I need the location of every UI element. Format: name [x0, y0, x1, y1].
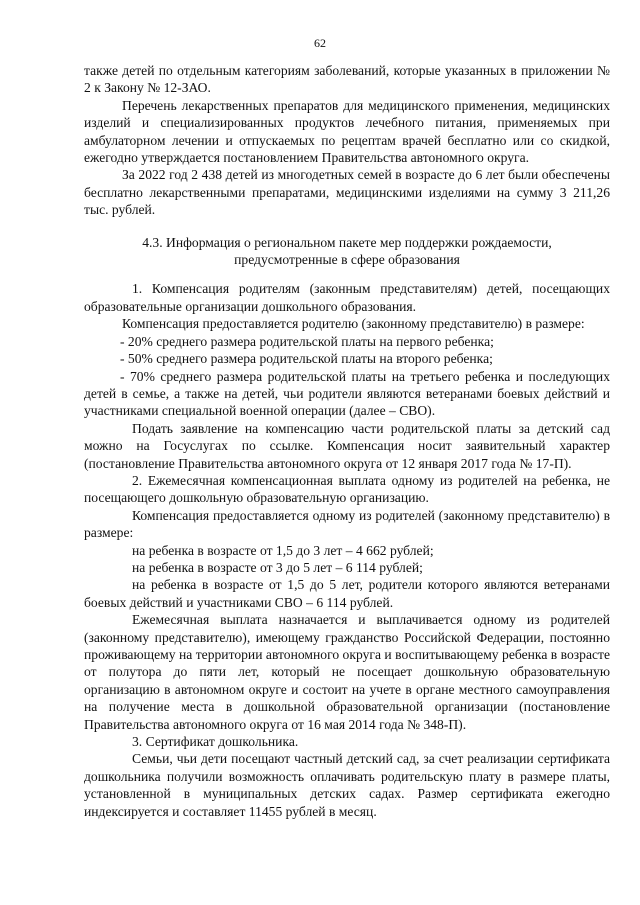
list-item: на ребенка в возрасте от 3 до 5 лет – 6 114 рублей;: [132, 559, 423, 575]
paragraph: также детей по отдельным категориям заболеваний, которые указанных в приложении № 2 к Закону № 12-ЗАО.: [84, 63, 610, 96]
list-item: - 70% среднего размера родительской платы на третьего ребенка и последующих детей в семье, а также на детей, чьи родители являются ветеранами боевых действий и участниками специальной военной операции (далее – СВО).: [84, 368, 610, 419]
list-item: на ребенка в возрасте от 1,5 до 5 лет, родители которого являются ветеранами боевых действий и участниками СВО – 6 114 рублей.: [84, 577, 610, 610]
document-body: [84, 62, 610, 820]
list-item: на ребенка в возрасте от 1,5 до 3 лет – 4 662 рублей;: [132, 542, 434, 558]
paragraph: Перечень лекарственных препаратов для медицинского применения, медицинских изделий и специализированных продуктов лечебного питания, применяемых при амбулаторном лечении и отпускаемых по рецептам врачей бесплатно или со скидкой, ежегодно утверждается постановлением Правительства автономного округа.: [84, 97, 610, 166]
paragraph: Ежемесячная выплата назначается и выплачивается одному из родителей (законному представителю), имеющему гражданство Российской Федерации, постоянно проживающему на территории автономного округа и воспитывающему ребенка в возрасте от полутора до пяти лет, который не посещает дошкольную образовательную организацию в автономном округе и состоит на учете в органе местного самоуправления на получение места в дошкольной образовательной организации (постановление Правительства автономного округа от 16 мая 2014 года № 348-П).: [84, 612, 610, 732]
section-heading-line: 4.3. Информация о региональном пакете мер поддержки рождаемости,: [142, 234, 552, 250]
section-heading: [84, 234, 610, 269]
list-item: - 50% среднего размера родительской платы на второго ребенка;: [120, 351, 493, 367]
item-title: 2. Ежемесячная компенсационная выплата одному из родителей на ребенка, не посещающего дошкольную образовательную организацию.: [84, 472, 610, 506]
paragraph: Компенсация предоставляется родителю (законному представителю) в размере:: [122, 316, 585, 332]
item-title: 1. Компенсация родителям (законным представителям) детей, посещающих образовательные организации дошкольного образования.: [84, 281, 610, 314]
paragraph: За 2022 год 2 438 детей из многодетных семей в возрасте до 6 лет были обеспечены бесплатно лекарственными препаратами, медицинскими изделиями на сумму 3 211,26 тыс. рублей.: [84, 167, 610, 218]
paragraph: Подать заявление на компенсацию части родительской платы за детский сад можно на Госуслугах по ссылке. Компенсация носит заявительный характер (постановление Правительства автономного округа от 12 января 2017 года № 17-П).: [84, 420, 610, 471]
item-title: 3. Сертификат дошкольника.: [132, 734, 299, 750]
list-item: - 20% среднего размера родительской платы на первого ребенка;: [120, 333, 494, 349]
section-heading-line: предусмотренные в сфере образования: [234, 252, 460, 268]
paragraph: Семьи, чьи дети посещают частный детский сад, за счет реализации сертификата дошкольника получили возможность оплачивать родительскую плату в размере платы, установленной в муниципальных детских садах. Размер сертификата ежегодно индексируется и составляет 11455 рублей в месяц.: [84, 751, 610, 819]
page-number: 62: [314, 36, 326, 50]
paragraph: Компенсация предоставляется одному из родителей (законному представителю) в размере:: [84, 507, 610, 541]
